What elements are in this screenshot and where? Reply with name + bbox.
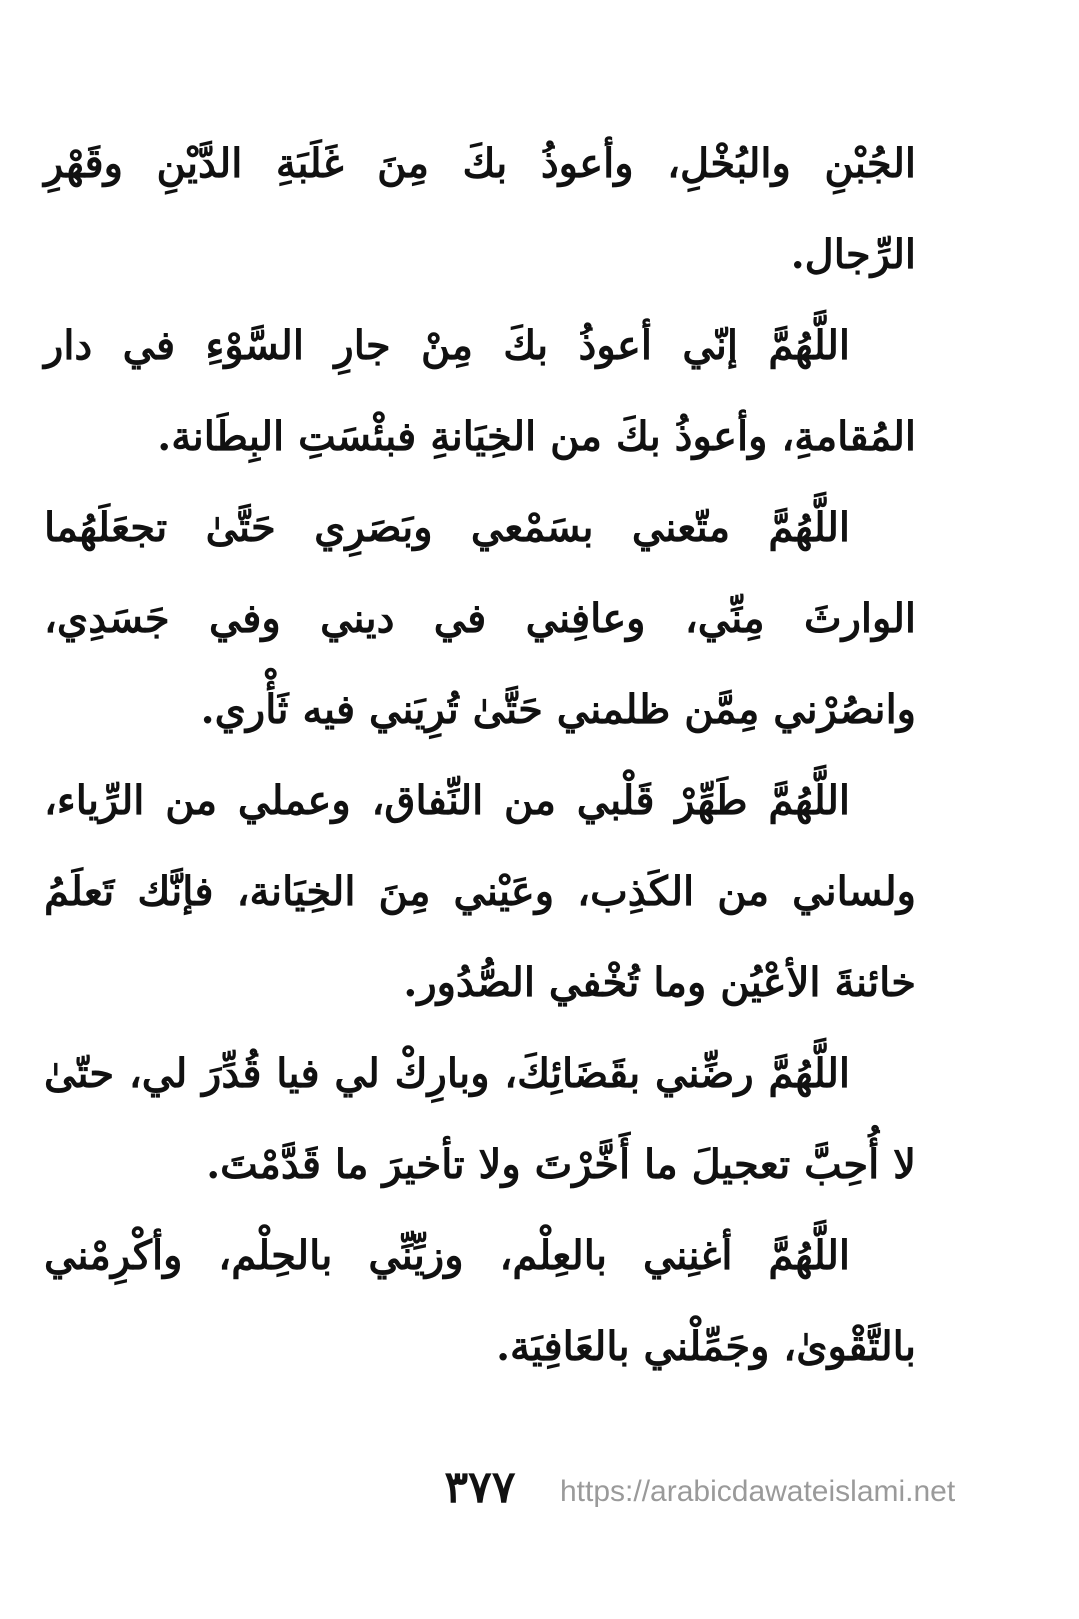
page-body-text — [44, 118, 916, 1392]
paragraph-dua-contentment: اللَّهُمَّ رضِّني بقَضَائِكَ، وبارِكْ لي فيا قُدِّرَ لي، حتّىٰ لا أُحِبَّ تعجيلَ ما أَخَّرْتَ ولا تأخيرَ ما قَدَّمْتَ. — [44, 1050, 916, 1188]
paragraph-dua-bad-neighbor: اللَّهُمَّ إنّي أعوذُ بكَ مِنْ جارِ السَّوْءِ في دار المُقامةِ، وأعوذُ بكَ من الخِيَانةِ فبئْسَتِ البِطَانة. — [44, 322, 916, 460]
paragraph-dua-hearing-sight: اللَّهُمَّ متّعني بسَمْعي وبَصَرِي حَتَّىٰ تجعَلَهُما الوارثَ مِنِّي، وعافِني في ديني وفي جَسَدِي، وانصُرْني مِمَّن ظلمني حَتَّىٰ تُرِيَني فيه ثَأْري. — [44, 504, 916, 733]
paragraph-dua-knowledge: اللَّهُمَّ أغنِني بالعِلْم، وزيِّنِّي بالحِلْم، وأكْرِمْني بالتَّقْوىٰ، وجَمِّلْني بالعَافِيَة. — [44, 1232, 916, 1370]
paragraph-dua-purify-heart: اللَّهُمَّ طَهِّرْ قَلْبي من النِّفاق، وعملي من الرِّياء، ولساني من الكَذِب، وعَيْني مِنَ الخِيَانة، فإنَّك تَعلَمُ خائنةَ الأعْيُن وما تُخْفي الصُّدُور. — [44, 777, 916, 1006]
paragraph-continuation: الجُبْنِ والبُخْلِ، وأعوذُ بكَ مِنَ غَلَبَةِ الدَّيْنِ وقَهْرِ الرِّجال. — [44, 140, 916, 278]
watermark-url: https://arabicdawateislami.net — [560, 1475, 956, 1508]
page-number: ٣٧٧ — [444, 1462, 516, 1513]
